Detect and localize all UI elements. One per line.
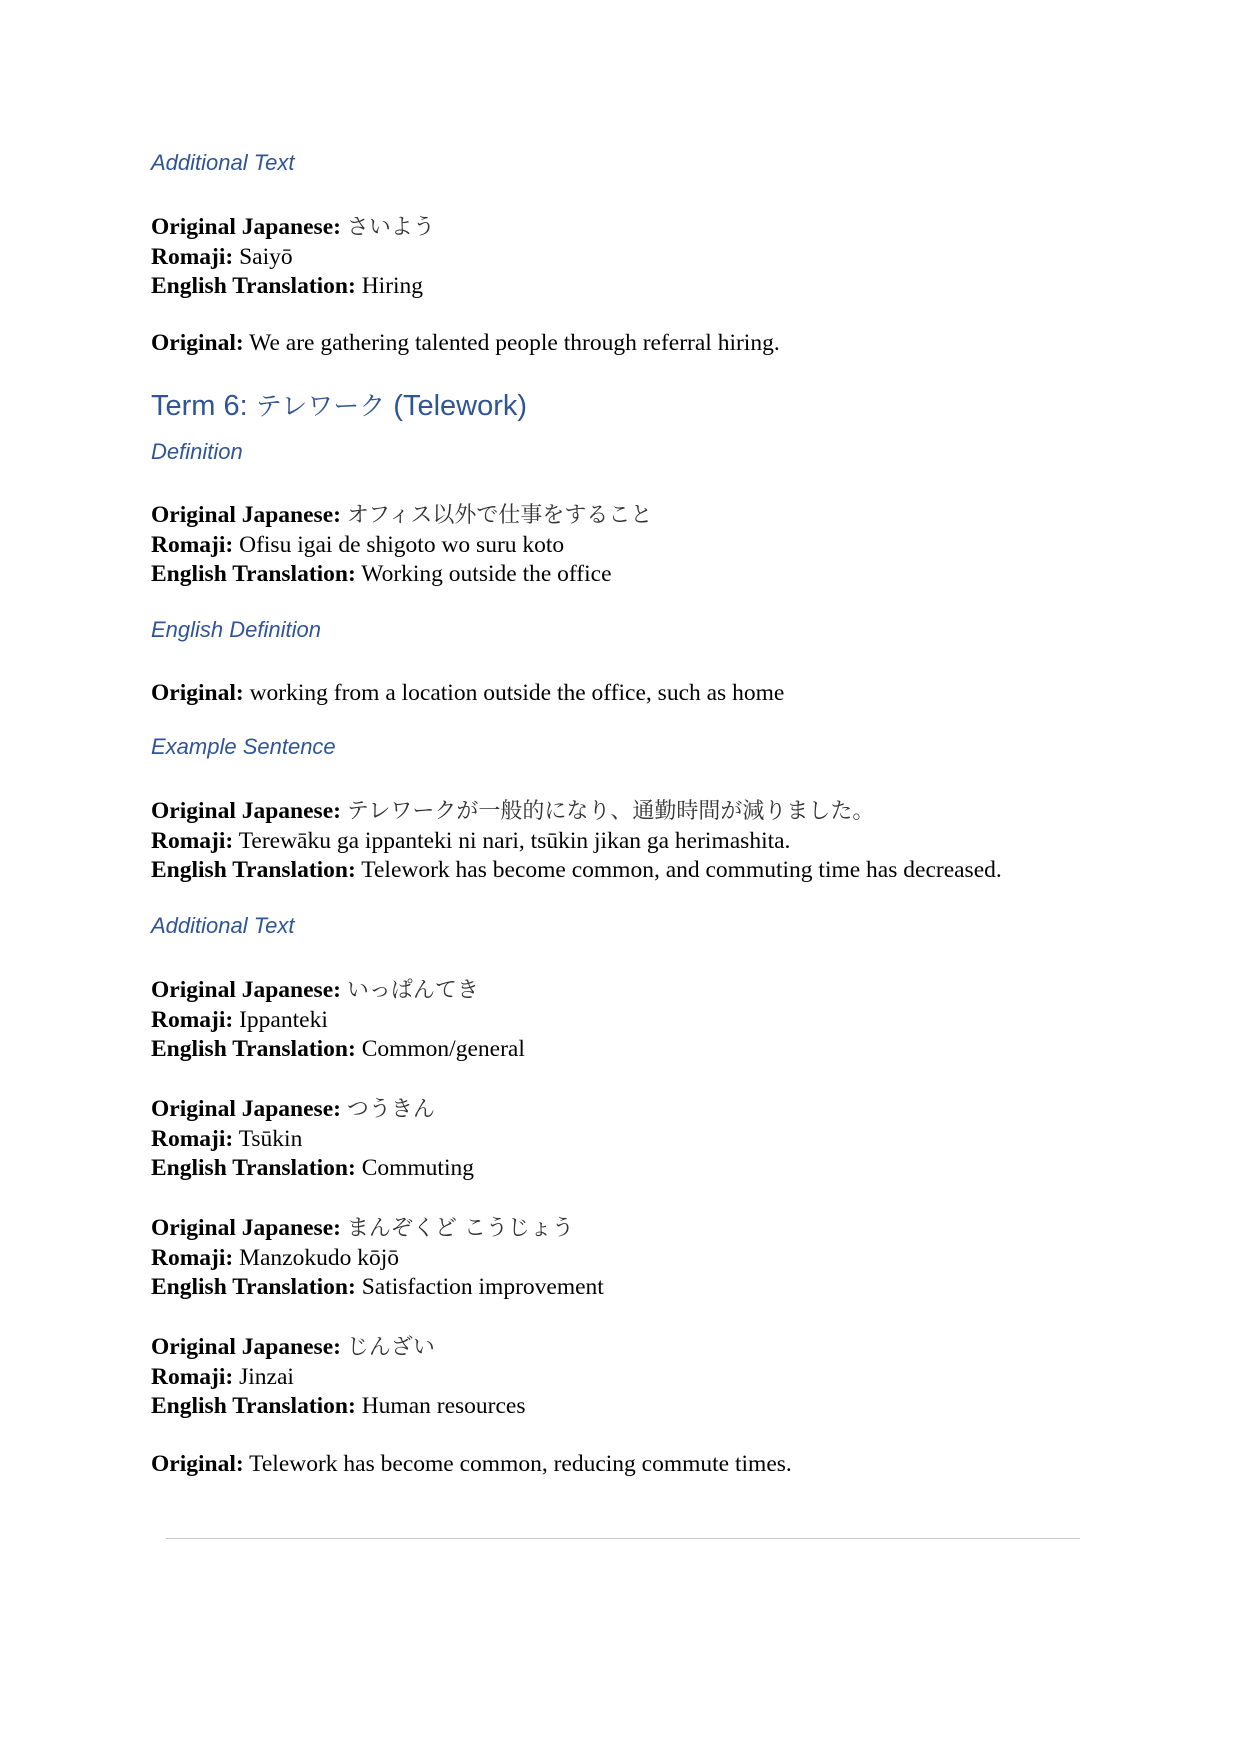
original-japanese-label: Original Japanese: [151,798,341,824]
romaji-label: Romaji: [151,1364,234,1390]
english-translation-line [151,1391,526,1421]
section-heading-definition: Definition [151,439,243,464]
original-japanese-label: Original Japanese: [151,977,341,1003]
english-translation-line [151,1034,525,1064]
term-heading-english: (Telework) [385,390,528,422]
romaji-line [151,1005,328,1035]
romaji-label: Romaji: [151,828,234,854]
original-japanese-line [151,1094,435,1125]
romaji-value: Ippanteki [239,1007,328,1033]
original-value: working from a location outside the office, such as home [249,680,785,706]
original-japanese-label: Original Japanese: [151,1334,341,1360]
english-translation-label: English Translation: [151,273,356,299]
english-translation-line [151,271,423,301]
original-japanese-value: さいよう [346,215,435,240]
romaji-label: Romaji: [151,1007,234,1033]
original-japanese-label: Original Japanese: [151,214,341,240]
english-translation-value: Commuting [361,1155,474,1181]
original-japanese-line [151,975,479,1006]
romaji-value: Ofisu igai de shigoto wo suru koto [239,532,565,558]
original-japanese-label: Original Japanese: [151,1096,341,1122]
romaji-value: Jinzai [239,1364,294,1390]
term-heading-japanese: テレワーク [255,392,386,422]
section-heading-english-definition: English Definition [151,617,321,642]
original-japanese-value: いっぱんてき [346,978,479,1003]
original-japanese-value: まんぞくど こうじょう [346,1216,574,1241]
original-label: Original: [151,1451,244,1477]
horizontal-divider [166,1538,1080,1539]
romaji-line [151,242,293,272]
original-line [151,328,780,358]
original-japanese-value: じんざい [346,1335,435,1360]
romaji-line [151,826,790,856]
romaji-line [151,1243,399,1273]
original-japanese-line [151,212,435,243]
original-japanese-label: Original Japanese: [151,1215,341,1241]
english-translation-value: Working outside the office [361,561,612,587]
original-japanese-line [151,500,652,531]
original-line [151,678,784,708]
romaji-value: Saiyō [239,244,293,270]
original-japanese-value: オフィス以外で仕事をすること [346,503,653,528]
romaji-value: Manzokudo kōjō [239,1245,400,1271]
english-translation-label: English Translation: [151,857,356,883]
romaji-label: Romaji: [151,1126,234,1152]
original-japanese-line [151,1213,574,1244]
original-label: Original: [151,680,244,706]
english-translation-line [151,559,612,589]
term-heading [151,386,527,423]
english-translation-label: English Translation: [151,1274,356,1300]
romaji-label: Romaji: [151,1245,234,1271]
section-heading-additional-text: Additional Text [151,150,295,175]
english-translation-value: Human resources [361,1393,526,1419]
original-japanese-value: つうきん [346,1097,435,1122]
english-translation-label: English Translation: [151,1155,356,1181]
english-translation-value: Satisfaction improvement [361,1274,604,1300]
original-japanese-line [151,796,874,827]
english-translation-label: English Translation: [151,1036,356,1062]
original-value: We are gathering talented people through referral hiring. [249,330,780,356]
english-translation-line [151,1272,604,1302]
english-translation-label: English Translation: [151,561,356,587]
romaji-label: Romaji: [151,532,234,558]
english-translation-value: Hiring [361,273,424,299]
section-heading-additional-text: Additional Text [151,913,295,938]
romaji-line [151,1362,294,1392]
original-value: Telework has become common, reducing commute times. [249,1451,792,1477]
english-translation-value: Common/general [361,1036,525,1062]
english-translation-line [151,855,1002,885]
original-japanese-value: テレワークが一般的になり、通勤時間が減りました。 [346,799,875,824]
romaji-line [151,1124,302,1154]
original-label: Original: [151,330,244,356]
romaji-value: Terewāku ga ippanteki ni nari, tsūkin jikan ga herimashita. [238,828,791,854]
original-line [151,1449,792,1479]
original-japanese-label: Original Japanese: [151,502,341,528]
english-translation-line [151,1153,474,1183]
term-heading-prefix: Term 6: [151,390,256,422]
romaji-label: Romaji: [151,244,234,270]
original-japanese-line [151,1332,435,1363]
english-translation-value: Telework has become common, and commuting time has decreased. [361,857,1002,883]
romaji-value: Tsūkin [238,1126,303,1152]
romaji-line [151,530,564,560]
english-translation-label: English Translation: [151,1393,356,1419]
section-heading-example-sentence: Example Sentence [151,734,336,759]
